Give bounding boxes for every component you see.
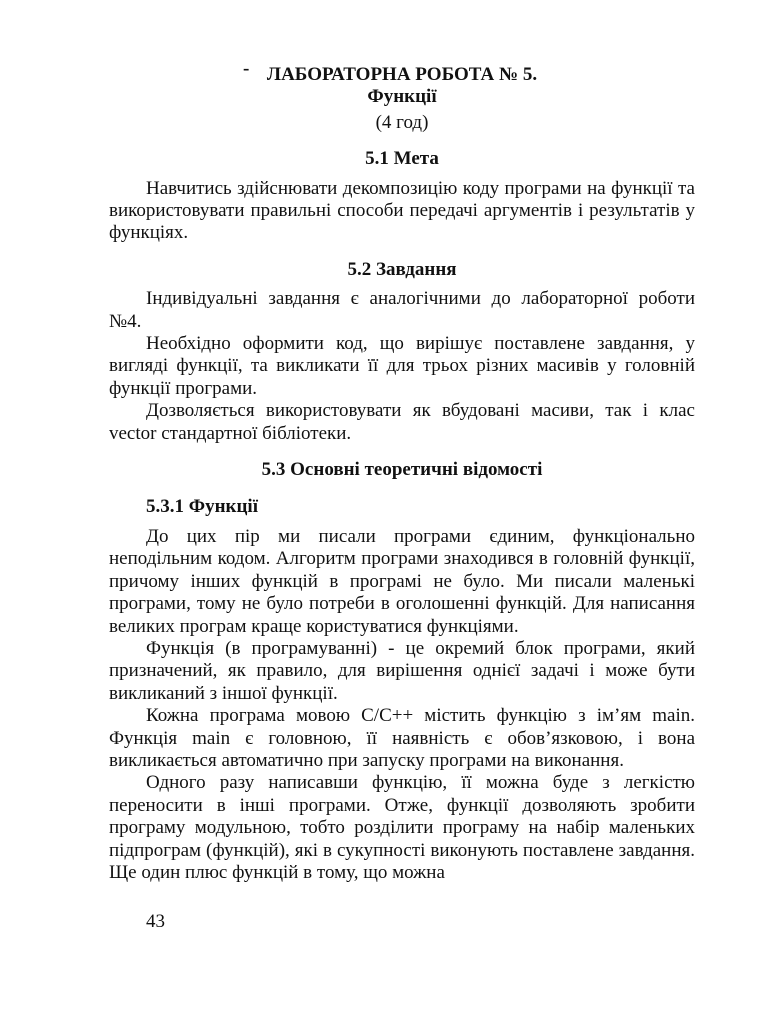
paragraph-theory-2: Функція (в програмуванні) - це окремий блок програми, який призначений, як правило, для вирішення однієї задачі і може бути викликаний з іншої функції. bbox=[109, 637, 695, 704]
page-number: 43 bbox=[146, 911, 165, 932]
paragraph-theory-4: Одного разу написавши функцію, її можна буде з легкістю переносити в інші програми. Отже, функції дозволяють зробити програму модульною, тобто розділити програму на набір маленьких підпрограм (функцій), які в сукупності виконують поставлене завдання. Ще один плюс функцій в тому, що можна bbox=[109, 772, 695, 883]
subsection-heading-functions: 5.3.1 Функції bbox=[146, 495, 258, 517]
title-dash: - bbox=[243, 58, 250, 79]
paragraph-task-2: Необхідно оформити код, що вирішує поставлене завдання, у вигляді функції, та викликати її для трьох різних масивів у головній функції програми. bbox=[109, 333, 695, 399]
section-heading-theory: 5.3 Основні теоретичні відомості bbox=[261, 459, 543, 481]
lab-title-text: ЛАБОРАТОРНА РОБОТА № 5. bbox=[266, 64, 538, 85]
lab-hours: (4 год) bbox=[375, 111, 429, 133]
paragraph-theory-1: До цих пір ми писали програми єдиним, функціонально неподільним кодом. Алгоритм програми знаходився в головній функції, причому інших функцій в програмі не було. Ми писали маленькі програми, тому не було потреби в оголошенні функцій. Для написання великих програм краще користуватися функціями. bbox=[109, 525, 695, 637]
paragraph-task-1: Індивідуальні завдання є аналогічними до лабораторної роботи №4. bbox=[109, 288, 695, 332]
lab-title bbox=[109, 58, 695, 86]
paragraph-task-3: Дозволяється використовувати як вбудовані масиви, так і клас vector стандартної бібліотеки. bbox=[109, 400, 695, 444]
paragraph-goal: Навчитись здійснювати декомпозицію коду програми на функції та використовувати правильні способи передачі аргументів і результатів у функціях. bbox=[109, 177, 695, 244]
paragraph-theory-3: Кожна програма мовою С/С++ містить функцію з ім’ям main. Функція main є головною, її наявність є обов’язковою, і вона викликається автоматично при запуску програми на виконання. bbox=[109, 705, 695, 771]
section-heading-goal: 5.1 Мета bbox=[365, 148, 439, 170]
section-heading-task: 5.2 Завдання bbox=[347, 258, 457, 280]
lab-subtitle: Функції bbox=[367, 86, 437, 108]
page-content bbox=[109, 58, 695, 884]
